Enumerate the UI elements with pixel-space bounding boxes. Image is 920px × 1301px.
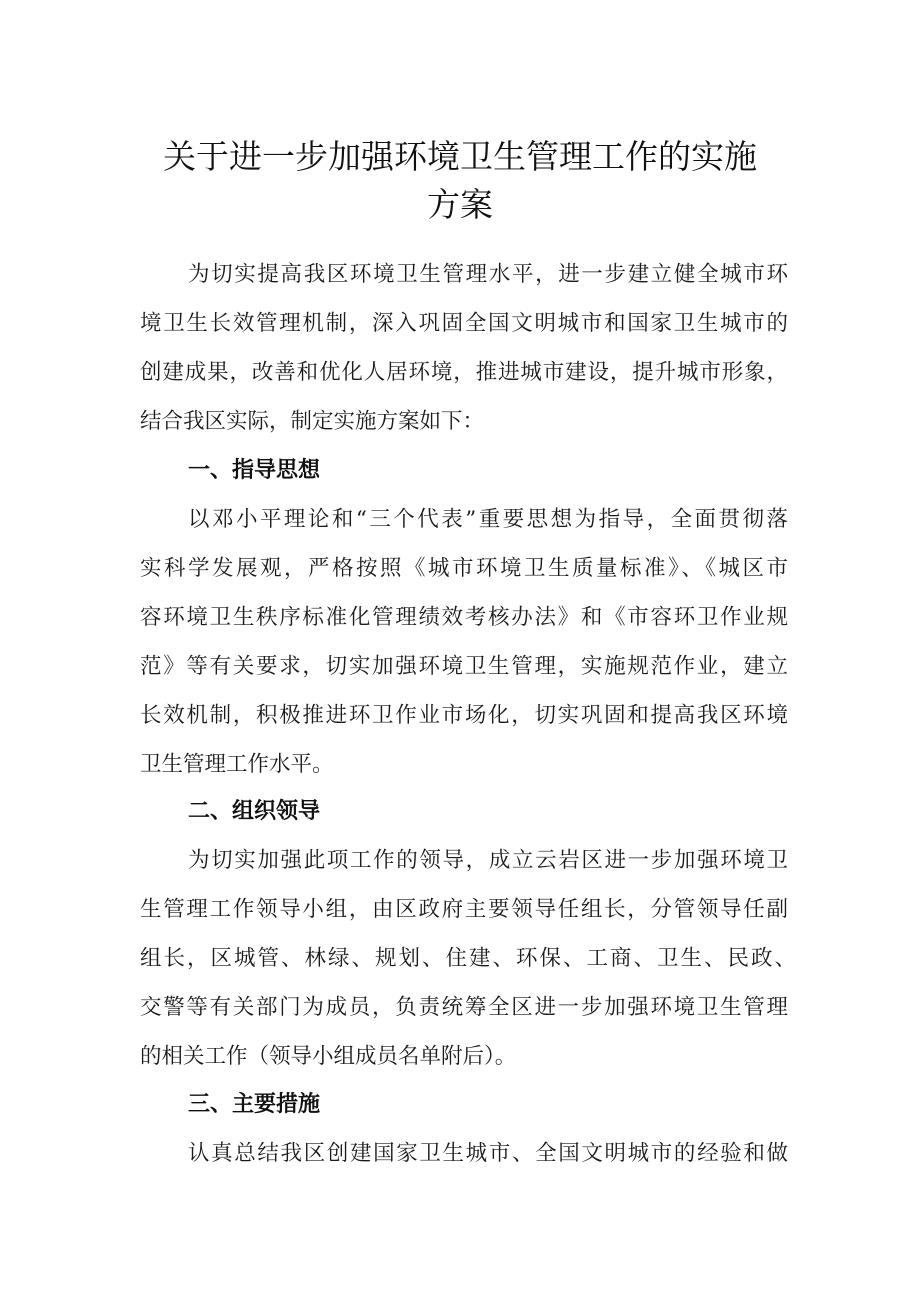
intro-line-2: 境卫生长效管理机制，深入巩固全国文明城市和国家卫生城市的	[140, 311, 788, 336]
section-1-line-4: 范》等有关要求，切实加强环境卫生管理，实施规范作业，建立	[140, 654, 788, 679]
section-2-line-5: 的相关工作（领导小组成员名单附后）。	[140, 1044, 517, 1069]
section-1-line-1: 以邓小平理论和“三个代表”重要思想为指导，全面贯彻落	[188, 507, 788, 532]
section-1-line-5: 长效机制，积极推进环卫作业市场化，切实巩固和提高我区环境	[140, 703, 788, 728]
section-1-line-2: 实科学发展观，严格按照《城市环境卫生质量标准》、《城区市	[140, 556, 788, 581]
section-2-line-1: 为切实加强此项工作的领导，成立云岩区进一步加强环境卫	[188, 848, 788, 873]
section-1-heading: 一、指导思想	[188, 458, 321, 483]
section-1-line-6: 卫生管理工作水平。	[140, 752, 334, 777]
intro-line-3: 创建成果，改善和优化人居环境，推进城市建设，提升城市形象，	[140, 360, 788, 385]
section-3-heading: 三、主要措施	[188, 1092, 321, 1117]
section-2-heading: 二、组织领导	[188, 799, 321, 824]
section-3-line-1: 认真总结我区创建国家卫生城市、全国文明城市的经验和做	[188, 1141, 788, 1166]
section-1-line-3: 容环境卫生秩序标准化管理绩效考核办法》和《市容环卫作业规	[140, 605, 788, 630]
intro-line-1: 为切实提高我区环境卫生管理水平，进一步建立健全城市环	[188, 262, 788, 287]
document-title-line-2: 方案	[427, 185, 493, 224]
section-2-line-3: 组长，区城管、林绿、规划、住建、环保、工商、卫生、民政、	[140, 946, 796, 971]
intro-line-4: 结合我区实际，制定实施方案如下：	[140, 409, 485, 434]
section-2-line-2: 生管理工作领导小组，由区政府主要领导任组长，分管领导任副	[140, 897, 788, 922]
document-title-line-1: 关于进一步加强环境卫生管理工作的实施	[163, 137, 757, 176]
section-2-line-4: 交警等有关部门为成员，负责统筹全区进一步加强环境卫生管理	[140, 995, 788, 1020]
